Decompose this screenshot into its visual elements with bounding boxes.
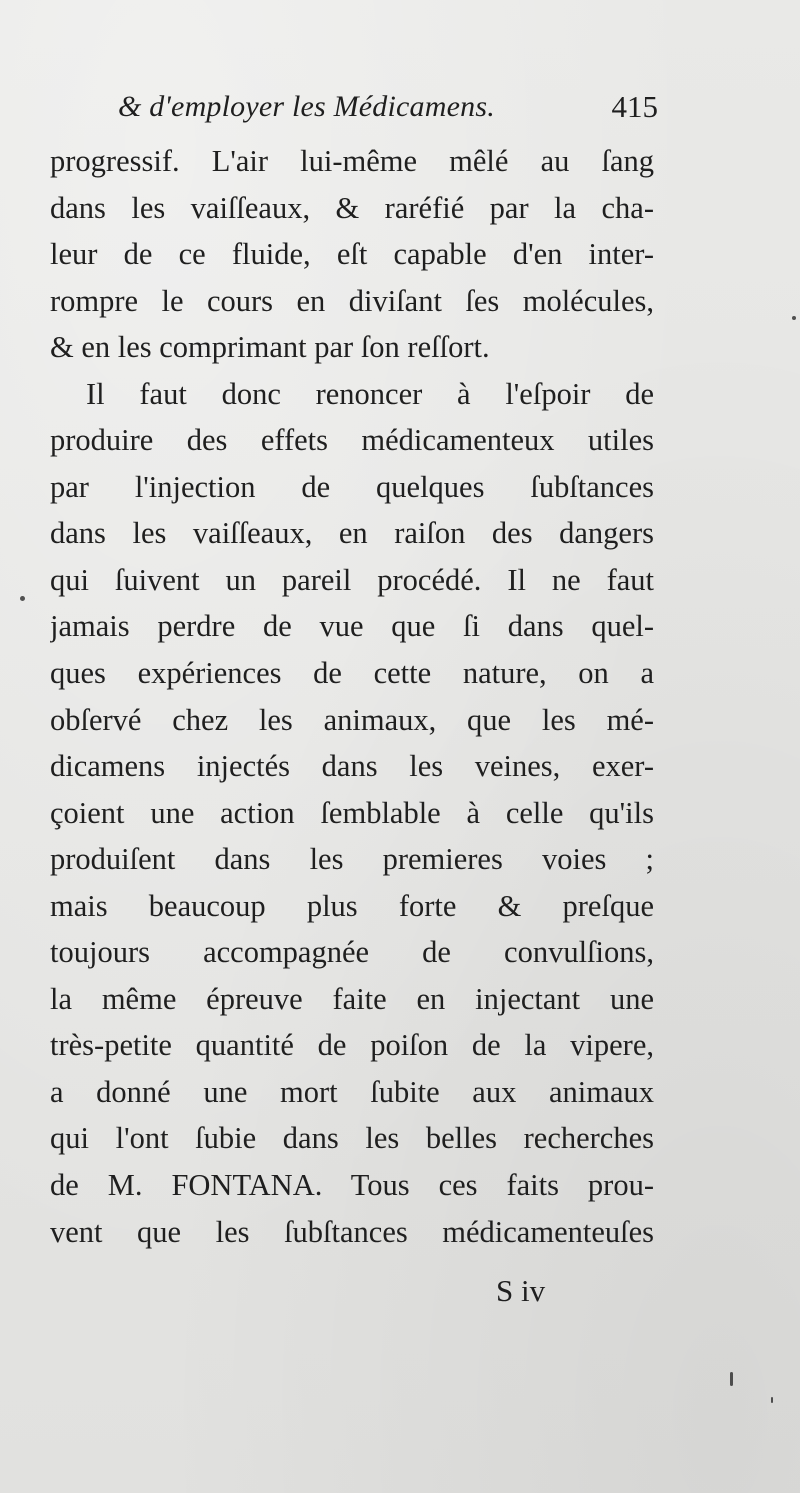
text-line: toujours accompagnée de convulſions, [50,935,654,970]
ink-speck [730,1372,733,1386]
text-line: progressif. L'air lui-même mêlé au ſang [50,144,654,178]
text-line: dans les vaiſſeaux, en raiſon des dangers [50,516,654,551]
text-line: & en les comprimant par ſon reſſort. [50,330,490,365]
text-line: produire des effets médicamenteux utiles [50,423,654,458]
text-line: qui l'ont ſubie dans les belles recherches [50,1121,654,1156]
ink-speck [792,316,796,320]
page-number: 415 [611,89,658,124]
text-line: très-petite quantité de poiſon de la vipere, [50,1028,654,1063]
text-line: dicamens injectés dans les veines, exer- [50,749,654,784]
ink-speck [771,1397,773,1403]
text-line: jamais perdre de vue que ſi dans quel- [50,609,654,644]
text-line: la même épreuve faite en injectant une [50,981,654,1016]
running-title: & d'employer les Médicamens. [118,90,495,123]
text-line: dans les vaiſſeaux, & raréfié par la cha- [50,190,654,225]
text-line: obſervé chez les animaux, que les mé- [50,702,654,737]
text-line: de M. FONTANA. Tous ces faits prou- [50,1168,654,1203]
text-line: leur de ce fluide, eſt capable d'en inter- [50,237,654,272]
text-line: rompre le cours en diviſant ſes molécules, [50,283,654,318]
page-header [118,84,658,134]
text-line: produiſent dans les premieres voies ; [50,842,654,877]
ink-speck [20,596,25,601]
signature-mark: S iv [496,1273,546,1308]
text-line: mais beaucoup plus forte & preſque [50,888,654,923]
text-line: a donné une mort ſubite aux animaux [50,1074,654,1109]
text-line: ques expériences de cette nature, on a [50,656,654,691]
text-line: par l'injection de quelques ſubſtances [50,469,654,504]
text-line: Il faut donc renoncer à l'eſpoir de [86,376,654,411]
text-line: vent que les ſubſtances médicamenteuſes [50,1214,654,1249]
body-text [50,138,654,1255]
text-line: qui ſuivent un pareil procédé. Il ne faut [50,562,654,597]
text-line: çoient une action ſemblable à celle qu'ils [50,795,654,830]
